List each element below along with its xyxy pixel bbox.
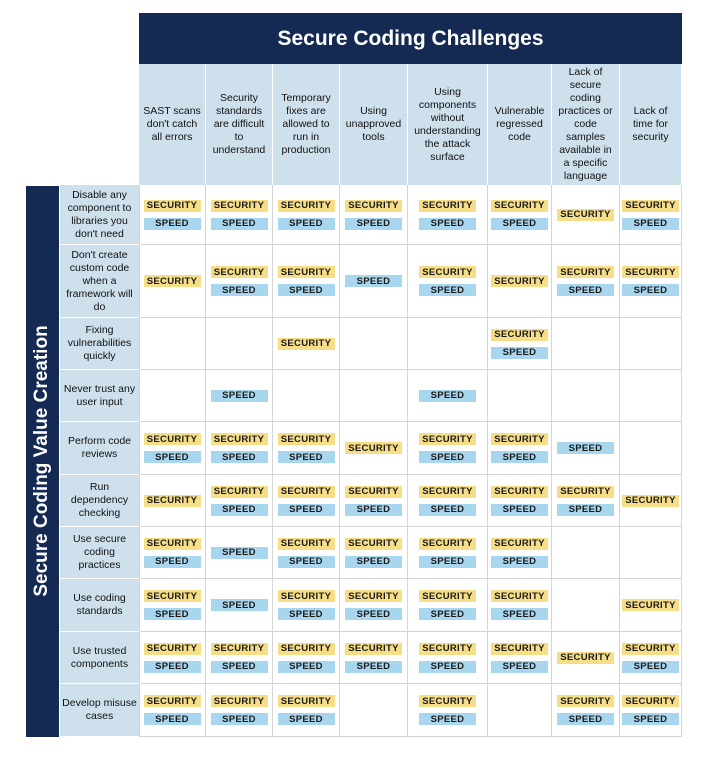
matrix-cell: [408, 370, 488, 422]
security-tag: SECURITY: [345, 590, 402, 602]
security-tag: SECURITY: [557, 486, 614, 498]
speed-tag: SPEED: [144, 218, 201, 230]
speed-tag: SPEED: [419, 504, 476, 516]
matrix-cell: [488, 185, 552, 245]
matrix-cell: [552, 422, 620, 475]
security-tag: SECURITY: [144, 643, 201, 655]
matrix-cell: [206, 245, 273, 318]
security-tag: SECURITY: [345, 200, 402, 212]
speed-tag: SPEED: [144, 608, 201, 620]
matrix-cell: [340, 684, 408, 737]
security-tag: SECURITY: [557, 266, 614, 278]
speed-tag: SPEED: [419, 284, 476, 296]
speed-tag: SPEED: [345, 556, 402, 568]
speed-tag: SPEED: [419, 451, 476, 463]
speed-tag: SPEED: [557, 284, 614, 296]
matrix-cell: [552, 245, 620, 318]
matrix-cell: [488, 422, 552, 475]
matrix-cell: [139, 579, 206, 632]
speed-tag: SPEED: [419, 608, 476, 620]
matrix-cell: [408, 579, 488, 632]
matrix-cell: [139, 370, 206, 422]
speed-tag: SPEED: [211, 713, 268, 725]
matrix-cell: [552, 475, 620, 527]
matrix-cell: [408, 245, 488, 318]
matrix-cell: [552, 579, 620, 632]
matrix-cell: [206, 422, 273, 475]
speed-tag: SPEED: [345, 218, 402, 230]
speed-tag: SPEED: [491, 218, 548, 230]
speed-tag: SPEED: [278, 661, 335, 673]
security-tag: SECURITY: [144, 200, 201, 212]
matrix-cell: [206, 475, 273, 527]
speed-tag: SPEED: [491, 504, 548, 516]
row-header: Run dependency checking: [60, 475, 139, 527]
matrix-cell: [488, 632, 552, 684]
matrix-cell: [206, 370, 273, 422]
matrix-cell: [552, 527, 620, 579]
matrix-cell: [488, 684, 552, 737]
row-header: Never trust any user input: [60, 370, 139, 422]
speed-tag: SPEED: [278, 608, 335, 620]
security-tag: SECURITY: [419, 643, 476, 655]
row-header: Perform code reviews: [60, 422, 139, 475]
side-title: Secure Coding Value Creation: [31, 325, 52, 597]
matrix-cell: [620, 475, 682, 527]
matrix-cell: [488, 475, 552, 527]
security-tag: SECURITY: [278, 538, 335, 550]
speed-tag: SPEED: [144, 556, 201, 568]
matrix-cell: [206, 579, 273, 632]
speed-tag: SPEED: [345, 661, 402, 673]
speed-tag: SPEED: [491, 608, 548, 620]
matrix-cell: [408, 684, 488, 737]
security-tag: SECURITY: [419, 433, 476, 445]
security-tag: SECURITY: [144, 590, 201, 602]
security-tag: SECURITY: [419, 538, 476, 550]
security-tag: SECURITY: [144, 275, 201, 287]
matrix-cell: [408, 185, 488, 245]
matrix-cell: [408, 527, 488, 579]
speed-tag: SPEED: [491, 451, 548, 463]
matrix-cell: [552, 632, 620, 684]
matrix-cell: [620, 370, 682, 422]
matrix-cell: [273, 475, 340, 527]
matrix-cell: [620, 527, 682, 579]
matrix-cell: [488, 245, 552, 318]
speed-tag: SPEED: [211, 599, 268, 611]
matrix-cell: [273, 185, 340, 245]
security-tag: SECURITY: [622, 643, 679, 655]
matrix-cell: [340, 370, 408, 422]
column-header: Using unapproved tools: [340, 64, 408, 185]
matrix-cell: [620, 422, 682, 475]
speed-tag: SPEED: [419, 661, 476, 673]
security-tag: SECURITY: [491, 643, 548, 655]
security-tag: SECURITY: [144, 495, 201, 507]
speed-tag: SPEED: [622, 661, 679, 673]
security-tag: SECURITY: [491, 538, 548, 550]
matrix-cell: [273, 632, 340, 684]
matrix-cell: [340, 422, 408, 475]
security-tag: SECURITY: [419, 486, 476, 498]
matrix-cell: [620, 579, 682, 632]
security-tag: SECURITY: [278, 486, 335, 498]
security-tag: SECURITY: [278, 338, 335, 350]
matrix-cell: [340, 318, 408, 370]
speed-tag: SPEED: [557, 442, 614, 454]
matrix-cell: [206, 185, 273, 245]
matrix-cell: [620, 245, 682, 318]
column-header: Security standards are difficult to understand: [206, 64, 273, 185]
matrix-cell: [620, 185, 682, 245]
matrix-cell: [139, 684, 206, 737]
matrix-cell: [488, 527, 552, 579]
security-tag: SECURITY: [622, 200, 679, 212]
matrix-cell: [273, 579, 340, 632]
row-header: Disable any component to libraries you don't need: [60, 185, 139, 245]
security-tag: SECURITY: [491, 433, 548, 445]
matrix-cell: [488, 579, 552, 632]
matrix-cell: [340, 475, 408, 527]
security-tag: SECURITY: [278, 433, 335, 445]
security-tag: SECURITY: [211, 200, 268, 212]
security-tag: SECURITY: [419, 266, 476, 278]
row-header: Don't create custom code when a framework will do: [60, 245, 139, 318]
speed-tag: SPEED: [491, 347, 548, 359]
security-tag: SECURITY: [345, 538, 402, 550]
matrix-cell: [139, 185, 206, 245]
speed-tag: SPEED: [345, 504, 402, 516]
matrix-cell: [206, 318, 273, 370]
speed-tag: SPEED: [419, 556, 476, 568]
security-tag: SECURITY: [144, 538, 201, 550]
speed-tag: SPEED: [211, 390, 268, 402]
security-tag: SECURITY: [278, 695, 335, 707]
matrix-cell: [552, 318, 620, 370]
speed-tag: SPEED: [419, 390, 476, 402]
security-tag: SECURITY: [211, 266, 268, 278]
row-header: Use secure coding practices: [60, 527, 139, 579]
speed-tag: SPEED: [278, 556, 335, 568]
matrix-cell: [206, 527, 273, 579]
speed-tag: SPEED: [211, 451, 268, 463]
security-tag: SECURITY: [491, 486, 548, 498]
security-tag: SECURITY: [278, 643, 335, 655]
security-tag: SECURITY: [211, 486, 268, 498]
column-header: SAST scans don't catch all errors: [139, 64, 206, 185]
matrix-cell: [620, 632, 682, 684]
speed-tag: SPEED: [144, 661, 201, 673]
security-tag: SECURITY: [278, 266, 335, 278]
matrix-cell: [488, 370, 552, 422]
matrix-cell: [273, 245, 340, 318]
security-tag: SECURITY: [211, 643, 268, 655]
security-tag: SECURITY: [622, 695, 679, 707]
column-header: Temporary fixes are allowed to run in production: [273, 64, 340, 185]
matrix-cell: [340, 527, 408, 579]
matrix-cell: [273, 527, 340, 579]
speed-tag: SPEED: [557, 504, 614, 516]
chart-title: Secure Coding Challenges: [139, 13, 682, 64]
matrix-cell: [408, 475, 488, 527]
column-header: Lack of time for security: [620, 64, 682, 185]
security-tag: SECURITY: [491, 200, 548, 212]
matrix-cell: [273, 370, 340, 422]
row-header: Fixing vulnerabilities quickly: [60, 318, 139, 370]
security-tag: SECURITY: [345, 442, 402, 454]
speed-tag: SPEED: [211, 218, 268, 230]
speed-tag: SPEED: [211, 284, 268, 296]
matrix-cell: [620, 318, 682, 370]
speed-tag: SPEED: [491, 556, 548, 568]
speed-tag: SPEED: [278, 284, 335, 296]
security-tag: SECURITY: [278, 590, 335, 602]
speed-tag: SPEED: [278, 504, 335, 516]
matrix-cell: [273, 422, 340, 475]
row-header: Use trusted components: [60, 632, 139, 684]
speed-tag: SPEED: [278, 451, 335, 463]
security-tag: SECURITY: [622, 495, 679, 507]
matrix-cell: [408, 422, 488, 475]
security-tag: SECURITY: [419, 200, 476, 212]
matrix-cell: [552, 684, 620, 737]
row-header: Develop misuse cases: [60, 684, 139, 737]
speed-tag: SPEED: [144, 451, 201, 463]
security-tag: SECURITY: [419, 590, 476, 602]
matrix-cell: [552, 370, 620, 422]
security-tag: SECURITY: [491, 275, 548, 287]
matrix-cell: [273, 684, 340, 737]
speed-tag: SPEED: [144, 713, 201, 725]
security-tag: SECURITY: [419, 695, 476, 707]
speed-tag: SPEED: [622, 284, 679, 296]
security-tag: SECURITY: [622, 599, 679, 611]
speed-tag: SPEED: [557, 713, 614, 725]
speed-tag: SPEED: [419, 713, 476, 725]
column-header: Using components without understanding the attack surface: [408, 64, 488, 185]
security-tag: SECURITY: [557, 652, 614, 664]
speed-tag: SPEED: [278, 713, 335, 725]
speed-tag: SPEED: [211, 661, 268, 673]
security-tag: SECURITY: [278, 200, 335, 212]
matrix-cell: [340, 245, 408, 318]
security-tag: SECURITY: [557, 695, 614, 707]
speed-tag: SPEED: [622, 713, 679, 725]
matrix-cell: [552, 185, 620, 245]
security-tag: SECURITY: [211, 433, 268, 445]
matrix-cell: [139, 318, 206, 370]
matrix-cell: [408, 632, 488, 684]
speed-tag: SPEED: [491, 661, 548, 673]
matrix-cell: [273, 318, 340, 370]
speed-tag: SPEED: [345, 275, 402, 287]
matrix-cell: [620, 684, 682, 737]
matrix-cell: [206, 632, 273, 684]
security-tag: SECURITY: [144, 695, 201, 707]
matrix-cell: [408, 318, 488, 370]
speed-tag: SPEED: [419, 218, 476, 230]
security-tag: SECURITY: [345, 643, 402, 655]
speed-tag: SPEED: [622, 218, 679, 230]
matrix-cell: [206, 684, 273, 737]
security-tag: SECURITY: [491, 329, 548, 341]
security-tag: SECURITY: [144, 433, 201, 445]
column-header: Lack of secure coding practices or code samples available in a specific language: [552, 64, 620, 185]
matrix-cell: [139, 527, 206, 579]
security-tag: SECURITY: [211, 695, 268, 707]
row-header: Use coding standards: [60, 579, 139, 632]
security-tag: SECURITY: [622, 266, 679, 278]
security-tag: SECURITY: [557, 209, 614, 221]
matrix-cell: [139, 422, 206, 475]
matrix-cell: [488, 318, 552, 370]
speed-tag: SPEED: [278, 218, 335, 230]
matrix-cell: [139, 245, 206, 318]
matrix-cell: [340, 185, 408, 245]
speed-tag: SPEED: [345, 608, 402, 620]
matrix-cell: [340, 632, 408, 684]
speed-tag: SPEED: [211, 504, 268, 516]
matrix-cell: [139, 632, 206, 684]
column-header: Vulnerable regressed code: [488, 64, 552, 185]
security-tag: SECURITY: [491, 590, 548, 602]
speed-tag: SPEED: [211, 547, 268, 559]
matrix-cell: [340, 579, 408, 632]
security-tag: SECURITY: [345, 486, 402, 498]
matrix-cell: [139, 475, 206, 527]
